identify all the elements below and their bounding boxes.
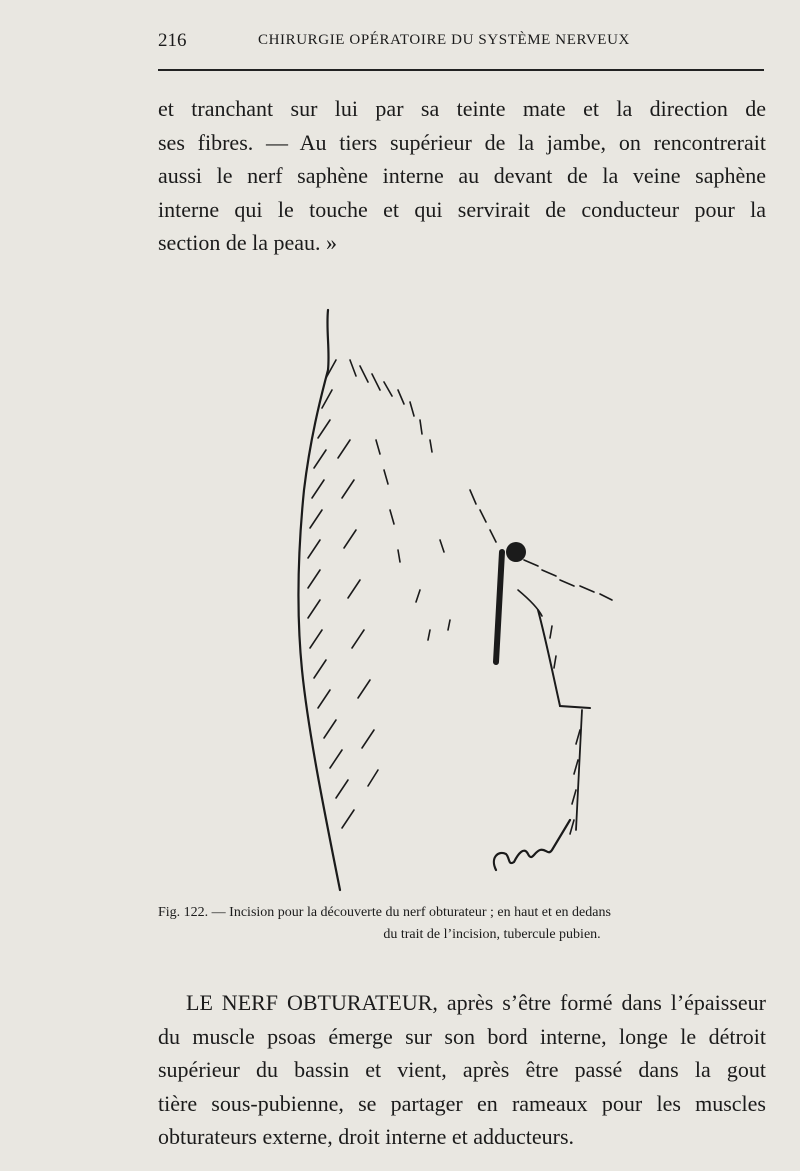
text-line: et tranchant sur lui par sa teinte mate et la direction de [158,96,766,121]
running-title: CHIRURGIE OPÉRATOIRE DU SYSTÈME NERVEUX [258,32,630,48]
header-rule [158,69,764,71]
caption-line: du trait de l’incision, tubercule pubien. [383,927,601,942]
text-line: aussi le nerf saphène interne au devant de la veine saphène [158,163,766,188]
text-line: supérieur du bassin et vient, après être passé dans la gout [158,1057,766,1082]
illustrator-signature [488,810,578,880]
paragraph-bottom [158,986,766,1154]
caption-line: Fig. 122. — Incision pour la découverte du nerf obturateur ; en haut et en dedans [158,905,611,920]
text-line: ses fibres. — Au tiers supérieur de la jambe, on rencontrerait [158,129,766,155]
text-line: section de la peau. » [158,230,337,255]
paragraph-top [158,92,766,260]
text-line: LE NERF OBTURATEUR, après s’être formé dans l’épaisseur [186,990,766,1015]
running-head [158,30,764,60]
page-number: 216 [158,30,187,51]
text-line: tière sous-pubienne, se partager en rameaux pour les muscles [158,1090,766,1116]
anatomical-illustration [280,290,640,900]
figure-caption [158,902,766,946]
text-line: obturateurs externe, droit interne et adducteurs. [158,1124,575,1149]
text-line: du muscle psoas émerge sur son bord interne, longe le détroit [158,1023,766,1049]
pubic-tubercle-mark [506,542,526,562]
text-line: interne qui le touche et qui servirait de conducteur pour la [158,196,766,222]
